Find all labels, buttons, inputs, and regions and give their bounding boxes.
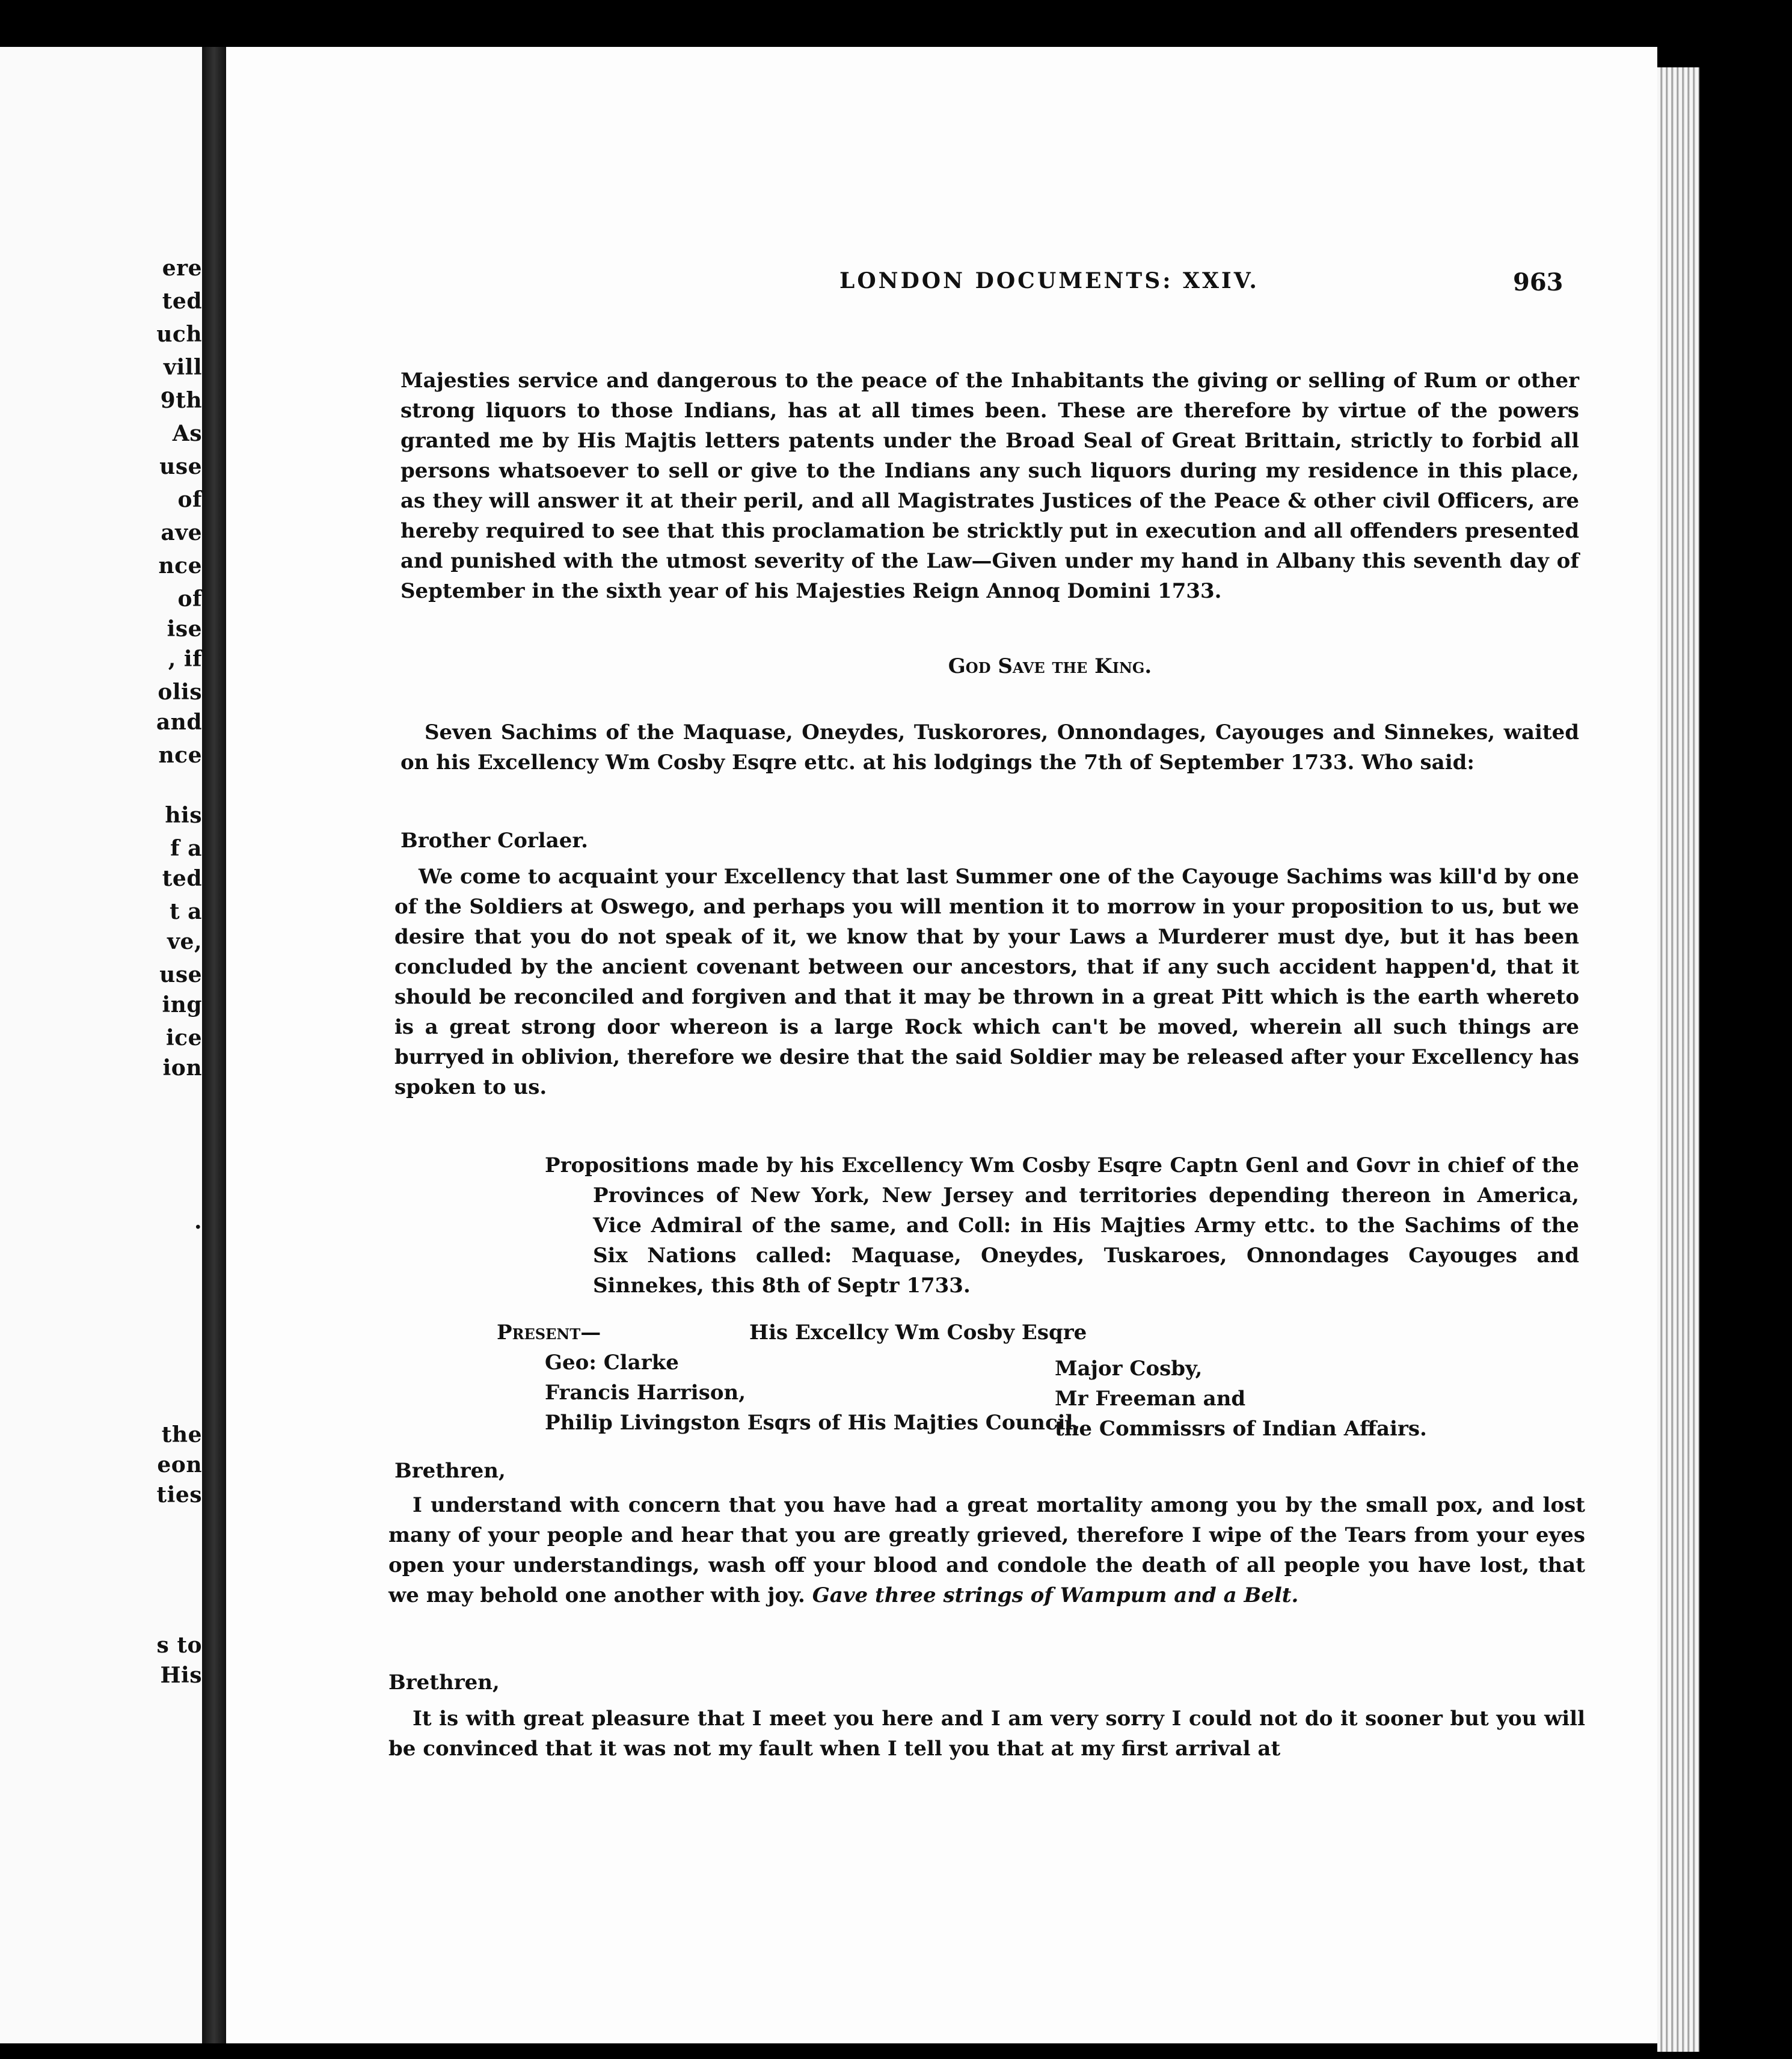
- page-header: [226, 268, 1657, 304]
- present-right-3: the Commissrs of Indian Affairs.: [1055, 1417, 1427, 1441]
- present-left-2: Francis Harrison,: [545, 1381, 746, 1405]
- present-left-3: Philip Livingston Esqrs of His Majties Council,: [545, 1411, 1081, 1435]
- left-page-line: ise: [167, 616, 202, 642]
- left-page-line: olis: [158, 680, 202, 705]
- present-head: His Excellcy Wm Cosby Esqre: [749, 1321, 1087, 1345]
- speech1-gift: Gave three strings of Wampum and a Belt.: [812, 1583, 1299, 1607]
- left-page-line: ion: [162, 1055, 202, 1081]
- left-page-line: ing: [162, 992, 202, 1017]
- left-page-line: ted: [162, 866, 202, 891]
- left-page-line: .: [194, 1209, 202, 1234]
- proclamation-closing: God Save the King.: [948, 654, 1152, 678]
- left-page-line: ties: [156, 1482, 202, 1508]
- speech1-salutation: Brethren,: [394, 1459, 506, 1483]
- speech2-salutation: Brethren,: [388, 1671, 500, 1695]
- left-page-line: use: [159, 962, 202, 987]
- sachims-speech: We come to acquaint your Excellency that last Summer one of the Cayouge Sachims was kill'd by one of the Soldiers at Oswego, and perhaps you will mention it to morrow in your proposition to us, but we desire that you do not speak of it, we know that by your Laws a Murderer must dye, but it has been concluded by the ancient covenant between our ancestors, that if any such accident happen'd, that it should be reconciled and forgiven and that it may be thrown in a great Pitt which is the earth whereto is a great strong door whereon is a large Rock which can't be moved, wherein all such things are burryed in oblivion, therefore we desire that the said Soldier may be released after your Excellency has spoken to us.: [394, 865, 1579, 1099]
- left-page-line: ere: [162, 256, 202, 281]
- left-page-line: use: [159, 454, 202, 479]
- present-right-2: Mr Freeman and: [1055, 1387, 1246, 1411]
- present-left-1: Geo: Clarke: [545, 1351, 679, 1375]
- propositions-heading: Propositions made by his Excellency Wm Cosby Esqre Captn Genl and Govr in chief of the Provinces of New York, New Jersey and territories depending thereon in America, Vice Admiral of the same, and Coll: in His Majties Army ettc. to the Sachims of the Six Nations called: Maquase, Oneydes, Tuskaroes, Onnondages Cayouges and Sinnekes, this 8th of Septr 1733.: [545, 1153, 1579, 1298]
- book-gutter: [202, 47, 226, 2043]
- page-edges: [1657, 67, 1699, 2052]
- left-page-line: eon: [157, 1452, 202, 1478]
- left-page-fragment: [0, 47, 202, 2043]
- left-page-line: and: [156, 710, 202, 735]
- left-page-line: ice: [166, 1025, 202, 1051]
- sachims-intro: Seven Sachims of the Maquase, Oneydes, Tuskorores, Onnondages, Cayouges and Sinnekes, waited on his Excellency Wm Cosby Esqre ettc. at his lodgings the 7th of September 1733. Who said:: [400, 720, 1579, 775]
- speech1-text: [388, 1490, 1585, 1610]
- present-right-1: Major Cosby,: [1055, 1357, 1203, 1381]
- left-page-line: of: [177, 586, 202, 612]
- left-page-line: uch: [156, 322, 202, 347]
- left-page-line: , if: [168, 646, 202, 672]
- left-page-line: ave: [161, 520, 202, 545]
- speech1-body: I understand with concern that you have had a great mortality among you by the small pox, and lost many of your people and hear that you are greatly grieved, therefore I wipe of the Tears from your eyes open your understandings, wash off your blood and condole the death of all people you have lost, that we may behold one another with joy.: [388, 1493, 1585, 1607]
- left-page-line: of: [177, 487, 202, 512]
- left-page-line: nce: [158, 553, 202, 578]
- left-page-line: 9th: [160, 388, 202, 413]
- left-page-line: s to: [156, 1633, 202, 1658]
- left-page-line: f a: [170, 836, 202, 861]
- proclamation-text: Majesties service and dangerous to the peace of the Inhabitants the giving or selling of Rum or other strong liquors to those Indians, has at all times been. These are therefore by virtue of the powers granted me by His Majtis letters patents under the Broad Seal of Great Brittain, strictly to forbid all persons whatsoever to sell or give to the Indians any such liquors during my residence in this place, as they will answer it at their peril, and all Magistrates Justices of the Peace & other civil Officers, are hereby required to see that this proclamation be stricktly put in execution and all offenders presented and punished with the utmost severity of the Law—Given under my hand in Albany this seventh day of September in the sixth year of his Majesties Reign Annoq Domini 1733.: [400, 369, 1579, 603]
- sachims-salutation: Brother Corlaer.: [400, 829, 588, 853]
- left-page-line: ted: [162, 289, 202, 314]
- left-page-line: ve,: [167, 929, 202, 954]
- speech2-text: It is with great pleasure that I meet you here and I am very sorry I could not do it sooner but you will be convinced that it was not my fault when I tell you that at my first arrival at: [388, 1707, 1585, 1761]
- page-number: 963: [1513, 268, 1563, 296]
- running-head: LONDON DOCUMENTS: XXIV.: [839, 268, 1259, 293]
- left-page-line: As: [172, 421, 202, 446]
- left-page-line: the: [161, 1422, 202, 1447]
- right-page: [226, 47, 1657, 2043]
- left-page-line: t a: [170, 899, 202, 924]
- present-label: Present—: [497, 1321, 601, 1345]
- left-page-line: vill: [164, 355, 202, 380]
- left-page-line: his: [165, 803, 202, 828]
- left-page-line: His: [160, 1663, 202, 1688]
- left-page-line: nce: [158, 743, 202, 768]
